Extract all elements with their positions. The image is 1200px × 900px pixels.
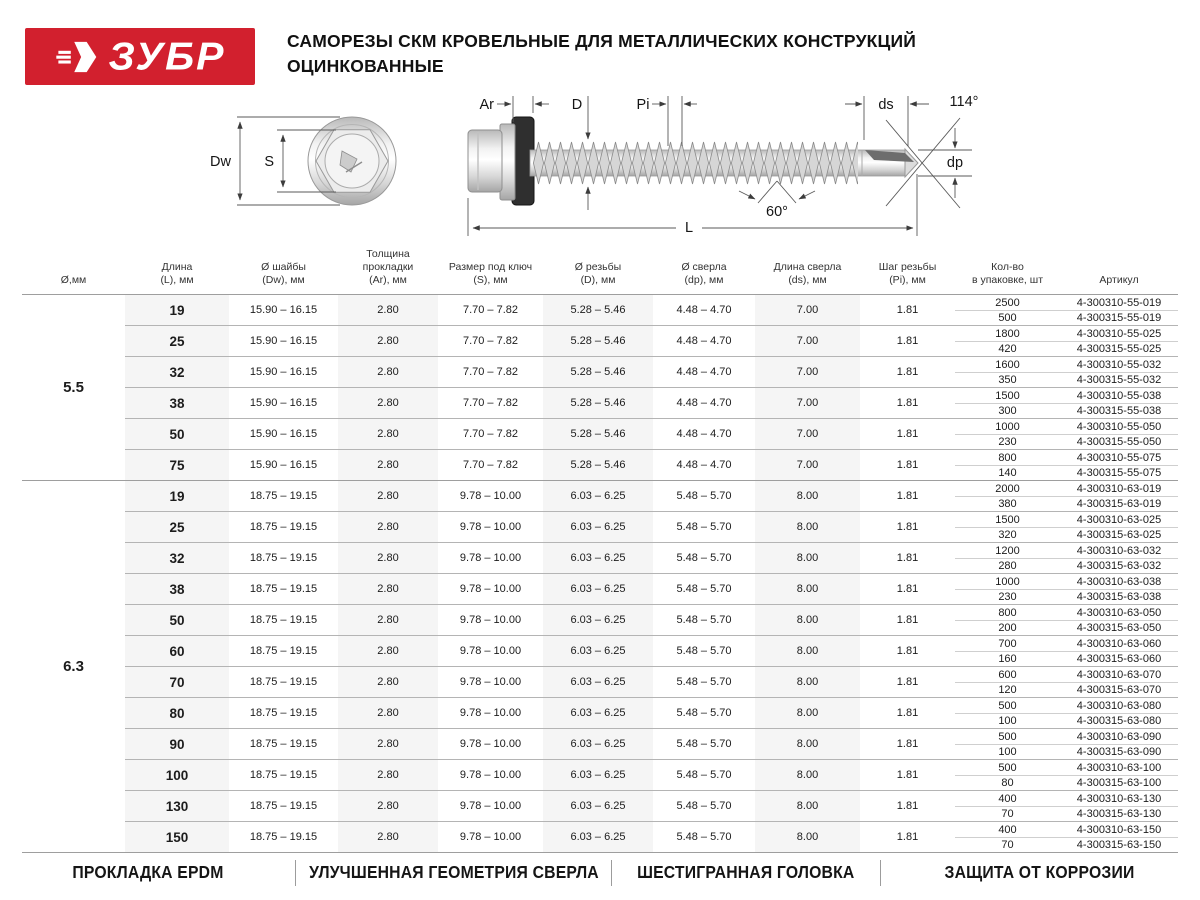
pack-sku: 4-300310-63-019 [1076,482,1162,495]
pack-sku: 4-300310-63-025 [1060,512,1178,528]
pack-qty: 70 [955,838,1060,853]
cell-ds: 8.00 [755,512,860,543]
pack-sku: 4-300310-63-070 [1060,667,1178,683]
cell-ds: 8.00 [755,481,860,512]
cell-d: 5.28 – 5.46 [543,388,653,419]
cell-pi: 1.81 [860,729,955,760]
table-row [22,450,1178,466]
table-row [22,760,1178,776]
cell-s: 9.78 – 10.00 [438,822,543,853]
cell-dp: 5.48 – 5.70 [676,490,732,502]
cell-ar: 2.80 [338,760,438,791]
feature-drill-geometry: УЛУЧШЕННАЯ ГЕОМЕТРИЯ СВЕРЛА [308,862,599,882]
cell-ar: 2.80 [338,512,438,543]
cell-pi: 1.81 [896,490,919,502]
cell-ar: 2.80 [338,636,438,667]
cell-dw: 18.75 – 19.15 [229,729,338,760]
cell-ar: 2.80 [338,295,438,326]
cell-s: 9.78 – 10.00 [438,791,543,822]
pack-sku: 4-300310-63-038 [1060,574,1178,590]
cell-dp: 4.48 – 4.70 [653,357,755,388]
cell-pi: 1.81 [860,357,955,388]
col-header-pack-qty: Кол-во в упаковке, шт [955,248,1060,295]
cell-pi: 1.81 [860,667,955,698]
cell-length: 19 [125,481,229,512]
pack-sku: 4-300315-63-050 [1060,621,1178,636]
cell-ar: 2.80 [338,388,438,419]
cell-pi: 1.81 [860,636,955,667]
cell-dw: 18.75 – 19.15 [229,543,338,574]
logo-text: ЗУБР [108,34,226,78]
pack-qty: 600 [955,667,1060,683]
pack-qty: 1000 [955,419,1060,435]
cell-length: 50 [125,605,229,636]
pack-qty: 1600 [955,357,1060,373]
cell-dp: 4.48 – 4.70 [653,450,755,481]
dim-label-ds: ds [878,97,894,113]
pack-qty: 1500 [955,512,1060,528]
cell-dw: 18.75 – 19.15 [229,698,338,729]
cell-dw: 15.90 – 16.15 [229,326,338,357]
page-title-line1: САМОРЕЗЫ СКМ КРОВЕЛЬНЫЕ ДЛЯ МЕТАЛЛИЧЕСКИХ КОНСТРУКЦИЙ [287,31,917,51]
pack-qty: 500 [955,760,1060,776]
cell-d: 6.03 – 6.25 [543,512,653,543]
cell-ar: 2.80 [338,822,438,853]
table-row [22,295,1178,311]
cell-ds: 8.00 [755,574,860,605]
cell-ar: 2.80 [338,326,438,357]
pack-sku: 4-300315-63-090 [1060,745,1178,760]
cell-length: 25 [125,326,229,357]
cell-pi: 1.81 [860,326,955,357]
dim-label-length: L [684,220,694,236]
pack-sku: 4-300315-55-038 [1060,404,1178,419]
cell-length: 90 [125,729,229,760]
cell-dp: 4.48 – 4.70 [653,326,755,357]
feature-hex-head: ШЕСТИГРАННАЯ ГОЛОВКА [637,862,855,882]
cell-length: 70 [125,667,229,698]
pack-sku: 4-300310-63-130 [1060,791,1178,807]
table-row [22,605,1178,621]
pack-qty: 320 [955,528,1060,543]
pack-sku: 4-300315-55-019 [1060,311,1178,326]
pack-qty: 80 [955,776,1060,791]
pack-qty: 100 [955,714,1060,729]
cell-s: 7.70 – 7.82 [438,419,543,450]
cell-s: 7.70 – 7.82 [438,388,543,419]
cell-pi: 1.81 [860,574,955,605]
cell-dp: 4.48 – 4.70 [676,304,732,316]
cell-dw: 18.75 – 19.15 [229,605,338,636]
pack-sku: 4-300310-63-050 [1060,605,1178,621]
cell-dp: 5.48 – 5.70 [653,760,755,791]
dim-label-pi: Pi [636,97,650,113]
table-row [22,357,1178,373]
cell-ds: 8.00 [755,636,860,667]
cell-d: 5.28 – 5.46 [543,326,653,357]
cell-ar: 2.80 [338,791,438,822]
screw-diagram [0,86,1200,250]
dim-label-ar: Ar [479,97,494,113]
cell-s: 9.78 – 10.00 [438,760,543,791]
pack-sku: 4-300310-63-032 [1060,543,1178,559]
pack-sku: 4-300315-63-130 [1060,807,1178,822]
cell-ar: 2.80 [338,667,438,698]
cell-dw: 18.75 – 19.15 [249,490,318,502]
cell-d: 6.03 – 6.25 [543,791,653,822]
pack-sku: 4-300315-63-019 [1060,497,1178,512]
cell-pi: 1.81 [860,760,955,791]
cell-d: 5.28 – 5.46 [543,450,653,481]
cell-ds: 8.00 [755,791,860,822]
pack-qty: 500 [955,698,1060,714]
zubr-arrow-icon [55,37,99,77]
pack-sku: 4-300315-55-050 [1060,435,1178,450]
pack-sku: 4-300310-55-075 [1060,450,1178,466]
cell-s: 9.78 – 10.00 [438,605,543,636]
cell-length: 75 [125,450,229,481]
cell-ds: 8.00 [755,729,860,760]
cell-dp: 5.48 – 5.70 [653,667,755,698]
cell-length: 130 [125,791,229,822]
cell-pi: 1.81 [860,543,955,574]
pack-sku: 4-300310-55-038 [1060,388,1178,404]
header-row [22,248,1178,295]
cell-length: 100 [125,760,229,791]
table-row [22,729,1178,745]
table-row [22,636,1178,652]
cell-dp: 5.48 – 5.70 [653,636,755,667]
cell-dw: 18.75 – 19.15 [229,760,338,791]
cell-dp: 4.48 – 4.70 [653,388,755,419]
cell-dw: 15.90 – 16.15 [229,357,338,388]
pack-sku: 4-300315-55-032 [1060,373,1178,388]
dim-label-dp: dp [946,155,964,171]
cell-d: 5.28 – 5.46 [543,419,653,450]
cell-ds: 8.00 [755,760,860,791]
pack-qty: 120 [955,683,1060,698]
pack-qty: 280 [955,559,1060,574]
col-header-drill-d: Ø сверла (dp), мм [653,248,755,295]
cell-dw: 18.75 – 19.15 [229,667,338,698]
cell-pi: 1.81 [860,605,955,636]
section-5.5 [22,295,1178,481]
screw-side-view [468,117,918,205]
cell-s: 9.78 – 10.00 [438,574,543,605]
cell-dp: 5.48 – 5.70 [653,574,755,605]
pack-sku: 4-300315-63-060 [1060,652,1178,667]
cell-s: 7.70 – 7.82 [438,326,543,357]
cell-dp: 5.48 – 5.70 [653,543,755,574]
dim-label-s: S [264,154,274,170]
cell-dw: 18.75 – 19.15 [229,574,338,605]
cell-pi: 1.81 [896,304,919,316]
table-row [22,388,1178,404]
spec-table [22,248,1178,853]
col-header-thread: Ø резьбы (D), мм [543,248,653,295]
table-row [22,574,1178,590]
pack-sku: 4-300310-63-080 [1060,698,1178,714]
pack-qty: 420 [955,342,1060,357]
pack-sku: 4-300310-55-050 [1060,419,1178,435]
pack-sku: 4-300315-63-080 [1060,714,1178,729]
cell-pi: 1.81 [860,450,955,481]
cell-ds: 7.00 [755,388,860,419]
cell-s: 7.70 – 7.82 [438,450,543,481]
pack-sku: 4-300310-55-032 [1060,357,1178,373]
col-header-wrench: Размер под ключ (S), мм [438,248,543,295]
table-row [22,326,1178,342]
cell-d: 5.28 – 5.46 [543,295,653,326]
cell-length: 19 [125,295,229,326]
pack-sku: 4-300315-63-025 [1060,528,1178,543]
cell-dw: 15.90 – 16.15 [249,304,318,316]
pack-qty: 380 [955,497,1060,512]
pack-qty: 400 [955,791,1060,807]
cell-d: 6.03 – 6.25 [543,543,653,574]
col-header-washer: Ø шайбы (Dw), мм [229,248,338,295]
cell-pi: 1.81 [860,419,955,450]
cell-ar: 2.80 [338,450,438,481]
cell-d: 5.28 – 5.46 [543,357,653,388]
cell-dw: 18.75 – 19.15 [229,791,338,822]
col-header-drill-len: Длина сверла (ds), мм [755,248,860,295]
cell-length: 50 [125,419,229,450]
pack-qty: 2000 [995,482,1020,495]
table-row [22,667,1178,683]
table-row [22,512,1178,528]
cell-ar: 2.80 [338,419,438,450]
cell-ar: 2.80 [338,698,438,729]
cell-ar: 2.80 [338,543,438,574]
cell-dp: 5.48 – 5.70 [653,512,755,543]
cell-dw: 15.90 – 16.15 [229,450,338,481]
zubr-logo [25,28,255,85]
dim-label-tip-angle: 114° [949,94,979,110]
cell-s: 9.78 – 10.00 [438,512,543,543]
cell-d: 6.03 – 6.25 [543,822,653,853]
cell-dw: 15.90 – 16.15 [229,419,338,450]
cell-pi: 1.81 [860,791,955,822]
cell-dp: 5.48 – 5.70 [653,698,755,729]
cell-pi: 1.81 [860,698,955,729]
table-row [22,791,1178,807]
cell-dp: 5.48 – 5.70 [653,822,755,853]
pack-qty: 230 [955,435,1060,450]
cell-dp: 5.48 – 5.70 [653,605,755,636]
pack-qty: 160 [955,652,1060,667]
table-row [22,698,1178,714]
table-row [22,419,1178,435]
cell-ar: 2.80 [338,574,438,605]
pack-qty: 200 [955,621,1060,636]
pack-sku: 4-300310-63-150 [1060,822,1178,838]
pack-sku: 4-300310-55-025 [1060,326,1178,342]
cell-length: 80 [125,698,229,729]
cell-dp: 5.48 – 5.70 [653,791,755,822]
pack-sku: 4-300315-63-150 [1060,838,1178,853]
pack-sku: 4-300310-63-100 [1060,760,1178,776]
cell-s: 9.78 – 10.00 [438,543,543,574]
pack-qty: 300 [955,404,1060,419]
cell-dw: 15.90 – 16.15 [229,388,338,419]
cell-d: 6.03 – 6.25 [543,636,653,667]
cell-d: 6.03 – 6.25 [543,605,653,636]
pack-qty: 230 [955,590,1060,605]
cell-dp: 5.48 – 5.70 [653,729,755,760]
cell-dw: 18.75 – 19.15 [229,512,338,543]
cell-length: 32 [125,357,229,388]
cell-ds: 7.00 [755,295,860,326]
pack-sku: 4-300315-63-070 [1060,683,1178,698]
cell-ds: 7.00 [755,450,860,481]
cell-dw: 18.75 – 19.15 [229,636,338,667]
cell-s: 9.78 – 10.00 [438,667,543,698]
cell-pi: 1.81 [860,512,955,543]
cell-s: 9.78 – 10.00 [438,729,543,760]
pack-sku: 4-300315-55-075 [1060,466,1178,481]
pack-qty: 1000 [955,574,1060,590]
table-row [22,481,1178,497]
pack-qty: 70 [955,807,1060,822]
pack-qty: 100 [955,745,1060,760]
cell-length: 150 [125,822,229,853]
cell-ds: 7.00 [755,326,860,357]
pack-qty: 800 [955,450,1060,466]
pack-qty: 800 [955,605,1060,621]
diameter-cell: 5.5 [22,295,125,481]
pack-sku: 4-300315-63-032 [1060,559,1178,574]
cell-d: 6.03 – 6.25 [543,667,653,698]
cell-s: 7.70 – 7.82 [462,304,519,316]
cell-d: 6.03 – 6.25 [543,481,653,512]
cell-length: 38 [125,388,229,419]
cell-d: 6.03 – 6.25 [543,729,653,760]
pack-qty: 500 [955,311,1060,326]
dim-label-d: D [571,97,583,113]
pack-sku: 4-300310-63-060 [1060,636,1178,652]
cell-d: 6.03 – 6.25 [543,698,653,729]
feature-gasket-epdm: ПРОКЛАДКА EPDM [71,862,224,882]
cell-s: 9.78 – 10.00 [438,636,543,667]
cell-ds: 8.00 [755,822,860,853]
cell-ar: 2.80 [338,605,438,636]
cell-s: 7.70 – 7.82 [438,357,543,388]
diameter-cell: 6.3 [22,481,125,853]
table-row [22,543,1178,559]
feature-corrosion: ЗАЩИТА ОТ КОРРОЗИИ [945,862,1135,882]
cell-pi: 1.81 [860,388,955,419]
page-title-line2: ОЦИНКОВАННЫЕ [287,56,444,76]
col-header-sku: Артикул [1060,248,1178,295]
pack-sku: 4-300315-63-100 [1060,776,1178,791]
cell-ar: 2.80 [338,481,438,512]
col-header-diameter: Ø,мм [22,248,125,295]
table-row [22,822,1178,838]
pack-qty: 400 [955,822,1060,838]
pack-qty: 1200 [955,543,1060,559]
cell-length: 32 [125,543,229,574]
cell-length: 25 [125,512,229,543]
pack-qty: 350 [955,373,1060,388]
cell-length: 38 [125,574,229,605]
cell-ds: 8.00 [755,605,860,636]
cell-ar: 2.80 [338,357,438,388]
pack-qty: 140 [955,466,1060,481]
pack-qty: 1500 [955,388,1060,404]
cell-ar: 2.80 [338,729,438,760]
cell-length: 60 [125,636,229,667]
col-header-pitch: Шаг резьбы (Pi), мм [860,248,955,295]
pack-sku: 4-300310-55-019 [1076,296,1162,309]
pack-sku: 4-300315-55-025 [1060,342,1178,357]
cell-dw: 18.75 – 19.15 [229,822,338,853]
col-header-length: Длина (L), мм [125,248,229,295]
pack-qty: 2500 [995,296,1020,309]
cell-ds: 8.00 [755,698,860,729]
pack-sku: 4-300315-63-038 [1060,590,1178,605]
pack-qty: 1800 [955,326,1060,342]
cell-s: 9.78 – 10.00 [438,698,543,729]
col-header-gasket: Толщина прокладки (Ar), мм [338,248,438,295]
cell-s: 9.78 – 10.00 [459,490,522,502]
cell-ds: 7.00 [755,419,860,450]
cell-ds: 7.00 [755,357,860,388]
dim-label-dw: Dw [210,154,231,170]
cell-d: 6.03 – 6.25 [543,574,653,605]
page-title [287,29,1047,79]
pack-sku: 4-300310-63-090 [1060,729,1178,745]
pack-qty: 500 [955,729,1060,745]
cell-dp: 4.48 – 4.70 [653,419,755,450]
cell-pi: 1.81 [860,822,955,853]
pack-qty: 700 [955,636,1060,652]
cell-d: 6.03 – 6.25 [543,760,653,791]
dim-label-thread-angle: 60° [766,204,788,220]
section-6.3 [22,481,1178,853]
features-bar [0,845,1200,900]
cell-ds: 8.00 [755,543,860,574]
cell-ds: 8.00 [755,667,860,698]
